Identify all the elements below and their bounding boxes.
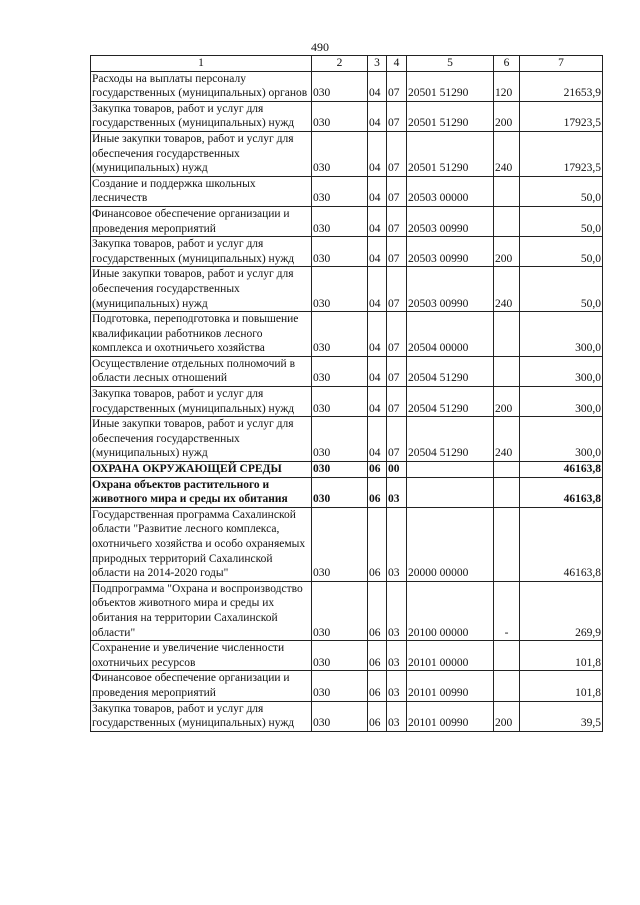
row-amount-cell: 50,0 [520, 206, 603, 236]
row-section-cell: 04 [368, 131, 387, 176]
row-subsection-cell: 03 [387, 701, 407, 731]
row-subsection-cell: 03 [387, 581, 407, 640]
row-expense-type-cell [494, 507, 520, 581]
row-section-cell: 04 [368, 206, 387, 236]
row-name-cell: Сохранение и увеличение численности охотничьих ресурсов [91, 641, 312, 671]
table-row [91, 267, 603, 312]
table-row [91, 507, 603, 581]
row-subsection-cell: 03 [387, 641, 407, 671]
row-name-cell: Закупка товаров, работ и услуг для государственных (муниципальных) нужд [91, 701, 312, 731]
row-amount-cell: 101,8 [520, 641, 603, 671]
row-admin-code-cell: 030 [312, 477, 368, 507]
row-admin-code-cell: 030 [312, 176, 368, 206]
row-section-cell: 06 [368, 641, 387, 671]
table-row [91, 581, 603, 640]
row-name-cell: Государственная программа Сахалинской области "Развитие лесного комплекса, охотничьего хозяйства и особо охраняемых природных территорий Сахалинской области на 2014-2020 годы" [91, 507, 312, 581]
table-row [91, 387, 603, 417]
row-admin-code-cell: 030 [312, 131, 368, 176]
table-row [91, 312, 603, 357]
row-expense-type-cell: 240 [494, 417, 520, 462]
table-row [91, 206, 603, 236]
row-target-article-cell: 20504 51290 [407, 387, 494, 417]
table-row [91, 101, 603, 131]
row-expense-type-cell: 200 [494, 387, 520, 417]
row-subsection-cell: 07 [387, 71, 407, 101]
row-target-article-cell: 20503 00990 [407, 206, 494, 236]
row-expense-type-cell [494, 641, 520, 671]
row-subsection-cell: 07 [387, 206, 407, 236]
table-row [91, 71, 603, 101]
row-admin-code-cell: 030 [312, 267, 368, 312]
row-admin-code-cell: 030 [312, 671, 368, 701]
table-row [91, 417, 603, 462]
row-subsection-cell: 07 [387, 101, 407, 131]
row-amount-cell: 300,0 [520, 417, 603, 462]
table-row [91, 477, 603, 507]
row-expense-type-cell: - [494, 581, 520, 640]
row-expense-type-cell: 200 [494, 701, 520, 731]
row-target-article-cell: 20504 51290 [407, 417, 494, 462]
row-section-cell: 06 [368, 477, 387, 507]
row-target-article-cell: 20101 00990 [407, 701, 494, 731]
header-col-1: 1 [91, 56, 312, 72]
row-section-cell: 04 [368, 387, 387, 417]
row-subsection-cell: 07 [387, 387, 407, 417]
row-name-cell: Закупка товаров, работ и услуг для государственных (муниципальных) нужд [91, 101, 312, 131]
row-subsection-cell: 07 [387, 176, 407, 206]
row-target-article-cell: 20101 00990 [407, 671, 494, 701]
row-admin-code-cell: 030 [312, 581, 368, 640]
table-row [91, 131, 603, 176]
row-amount-cell: 101,8 [520, 671, 603, 701]
row-target-article-cell: 20000 00000 [407, 507, 494, 581]
row-expense-type-cell: 240 [494, 131, 520, 176]
row-name-cell: Иные закупки товаров, работ и услуг для обеспечения государственных (муниципальных) нужд [91, 267, 312, 312]
row-admin-code-cell: 030 [312, 507, 368, 581]
row-target-article-cell [407, 477, 494, 507]
row-target-article-cell: 20501 51290 [407, 101, 494, 131]
table-header-row [91, 56, 603, 72]
row-admin-code-cell: 030 [312, 462, 368, 478]
row-section-cell: 04 [368, 71, 387, 101]
row-admin-code-cell: 030 [312, 237, 368, 267]
row-amount-cell: 17923,5 [520, 131, 603, 176]
row-admin-code-cell: 030 [312, 387, 368, 417]
row-subsection-cell: 03 [387, 671, 407, 701]
table-row [91, 237, 603, 267]
header-col-7: 7 [520, 56, 603, 72]
row-section-cell: 04 [368, 176, 387, 206]
row-expense-type-cell [494, 312, 520, 357]
row-amount-cell: 269,9 [520, 581, 603, 640]
row-target-article-cell: 20503 00990 [407, 237, 494, 267]
table-row [91, 671, 603, 701]
row-expense-type-cell [494, 671, 520, 701]
row-name-cell: Финансовое обеспечение организации и проведения мероприятий [91, 206, 312, 236]
row-expense-type-cell [494, 206, 520, 236]
row-section-cell: 06 [368, 462, 387, 478]
row-section-cell: 04 [368, 101, 387, 131]
header-col-6: 6 [494, 56, 520, 72]
row-target-article-cell: 20101 00000 [407, 641, 494, 671]
row-admin-code-cell: 030 [312, 417, 368, 462]
row-name-cell: Охрана объектов растительного и животного мира и среды их обитания [91, 477, 312, 507]
row-amount-cell: 46163,8 [520, 477, 603, 507]
row-amount-cell: 300,0 [520, 312, 603, 357]
header-col-4: 4 [387, 56, 407, 72]
row-amount-cell: 50,0 [520, 267, 603, 312]
row-target-article-cell: 20100 00000 [407, 581, 494, 640]
row-subsection-cell: 07 [387, 356, 407, 386]
row-subsection-cell: 07 [387, 417, 407, 462]
row-target-article-cell: 20501 51290 [407, 71, 494, 101]
table-row [91, 641, 603, 671]
row-target-article-cell [407, 462, 494, 478]
row-section-cell: 04 [368, 237, 387, 267]
table-row [91, 356, 603, 386]
row-name-cell: Расходы на выплаты персоналу государственных (муниципальных) органов [91, 71, 312, 101]
header-col-2: 2 [312, 56, 368, 72]
row-subsection-cell: 03 [387, 477, 407, 507]
row-subsection-cell: 00 [387, 462, 407, 478]
table-row [91, 462, 603, 478]
page-number: 490 [311, 40, 329, 54]
row-name-cell: Осуществление отдельных полномочий в области лесных отношений [91, 356, 312, 386]
row-target-article-cell: 20504 51290 [407, 356, 494, 386]
row-amount-cell: 300,0 [520, 387, 603, 417]
header-col-5: 5 [407, 56, 494, 72]
row-admin-code-cell: 030 [312, 356, 368, 386]
row-section-cell: 06 [368, 581, 387, 640]
row-section-cell: 04 [368, 312, 387, 357]
row-name-cell: Закупка товаров, работ и услуг для государственных (муниципальных) нужд [91, 387, 312, 417]
row-subsection-cell: 07 [387, 237, 407, 267]
row-name-cell: Закупка товаров, работ и услуг для государственных (муниципальных) нужд [91, 237, 312, 267]
row-expense-type-cell: 240 [494, 267, 520, 312]
row-admin-code-cell: 030 [312, 71, 368, 101]
row-target-article-cell: 20501 51290 [407, 131, 494, 176]
row-expense-type-cell [494, 356, 520, 386]
row-name-cell: Финансовое обеспечение организации и проведения мероприятий [91, 671, 312, 701]
row-section-cell: 06 [368, 507, 387, 581]
row-expense-type-cell [494, 176, 520, 206]
row-amount-cell: 50,0 [520, 237, 603, 267]
budget-table [90, 55, 603, 732]
row-amount-cell: 46163,8 [520, 507, 603, 581]
row-name-cell: Подготовка, переподготовка и повышение квалификации работников лесного комплекса и охотничьего хозяйства [91, 312, 312, 357]
row-name-cell: Иные закупки товаров, работ и услуг для обеспечения государственных (муниципальных) нужд [91, 131, 312, 176]
row-admin-code-cell: 030 [312, 641, 368, 671]
row-expense-type-cell: 200 [494, 101, 520, 131]
row-section-cell: 06 [368, 671, 387, 701]
row-amount-cell: 21653,9 [520, 71, 603, 101]
row-subsection-cell: 07 [387, 131, 407, 176]
row-amount-cell: 300,0 [520, 356, 603, 386]
row-target-article-cell: 20503 00000 [407, 176, 494, 206]
row-admin-code-cell: 030 [312, 701, 368, 731]
row-subsection-cell: 07 [387, 267, 407, 312]
row-section-cell: 04 [368, 267, 387, 312]
row-section-cell: 04 [368, 417, 387, 462]
row-expense-type-cell [494, 477, 520, 507]
header-col-3: 3 [368, 56, 387, 72]
row-name-cell: Создание и поддержка школьных лесничеств [91, 176, 312, 206]
row-admin-code-cell: 030 [312, 312, 368, 357]
row-section-cell: 06 [368, 701, 387, 731]
table-row [91, 701, 603, 731]
row-name-cell: Иные закупки товаров, работ и услуг для обеспечения государственных (муниципальных) нужд [91, 417, 312, 462]
row-target-article-cell: 20504 00000 [407, 312, 494, 357]
row-subsection-cell: 07 [387, 312, 407, 357]
row-amount-cell: 46163,8 [520, 462, 603, 478]
row-amount-cell: 17923,5 [520, 101, 603, 131]
row-amount-cell: 39,5 [520, 701, 603, 731]
row-expense-type-cell: 120 [494, 71, 520, 101]
row-amount-cell: 50,0 [520, 176, 603, 206]
row-target-article-cell: 20503 00990 [407, 267, 494, 312]
row-admin-code-cell: 030 [312, 206, 368, 236]
row-subsection-cell: 03 [387, 507, 407, 581]
row-admin-code-cell: 030 [312, 101, 368, 131]
table-row [91, 176, 603, 206]
row-name-cell: ОХРАНА ОКРУЖАЮЩЕЙ СРЕДЫ [91, 462, 312, 478]
row-expense-type-cell [494, 462, 520, 478]
row-section-cell: 04 [368, 356, 387, 386]
row-name-cell: Подпрограмма "Охрана и воспроизводство объектов животного мира и среды их обитания на территории Сахалинской области" [91, 581, 312, 640]
row-expense-type-cell: 200 [494, 237, 520, 267]
